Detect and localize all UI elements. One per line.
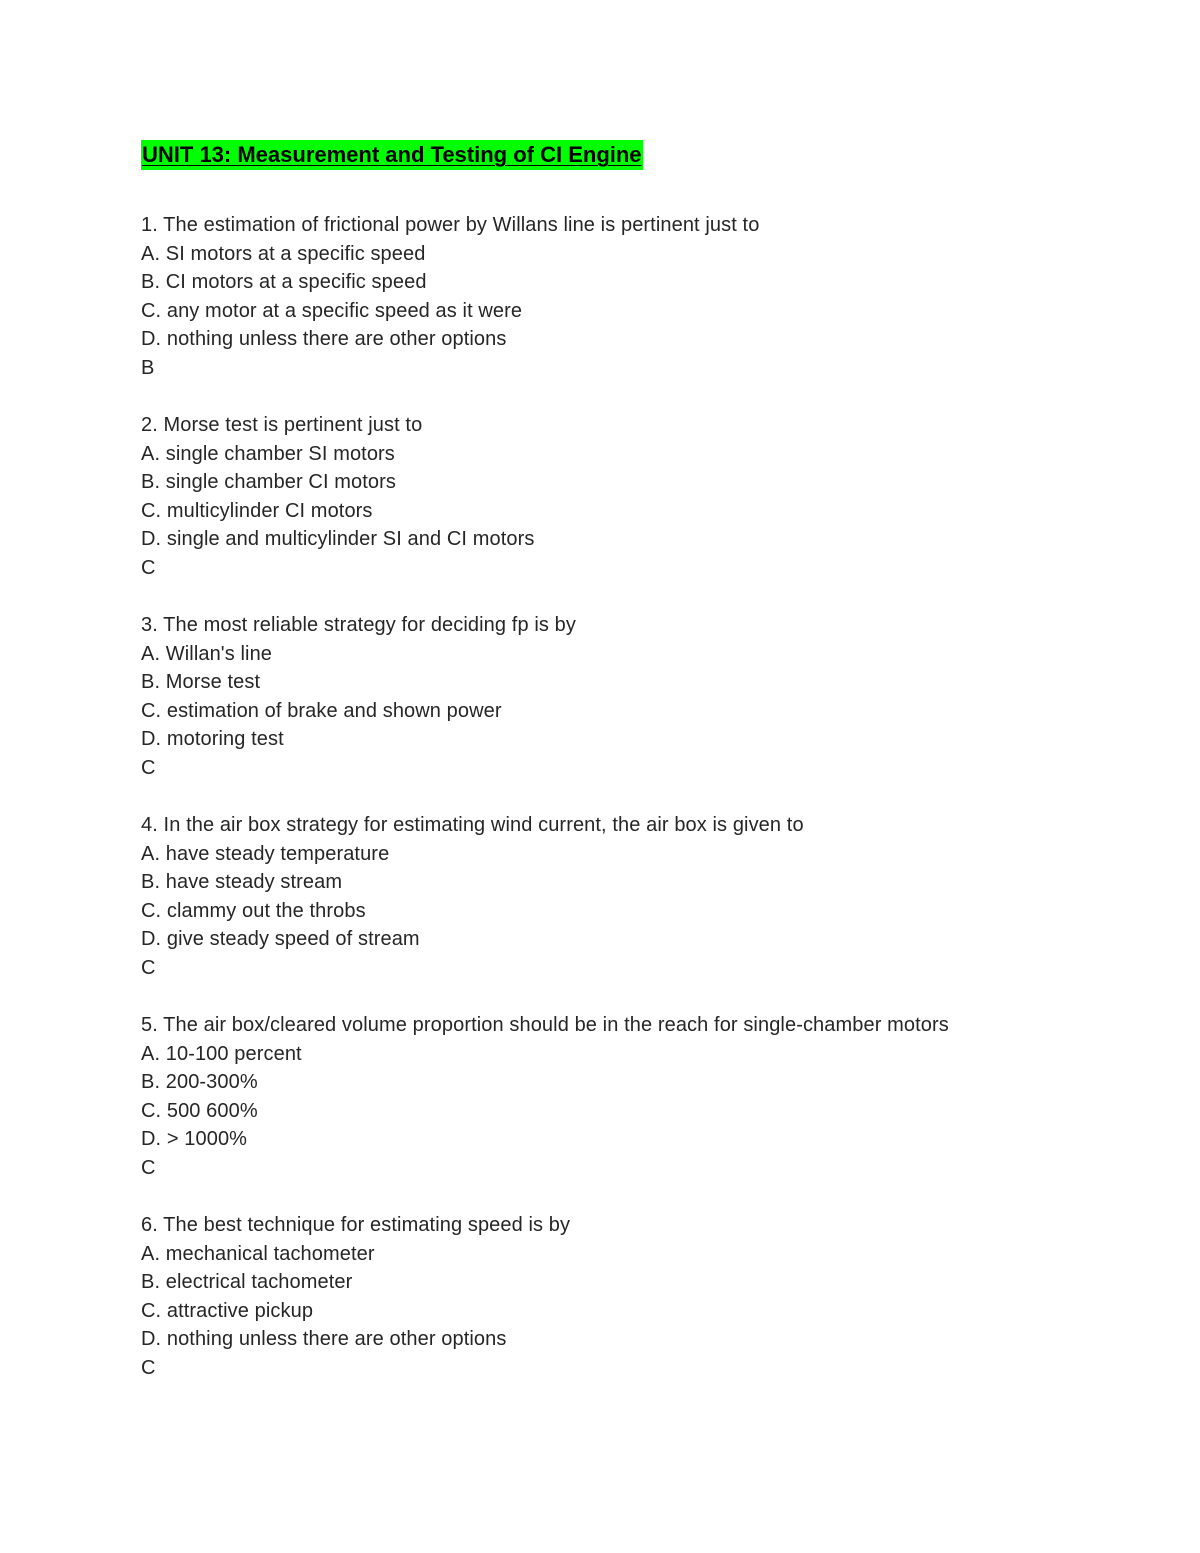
option-d: D. > 1000% [141,1128,248,1150]
option-d: D. give steady speed of stream [141,928,420,950]
option-c: C. any motor at a specific speed as it were [141,299,523,322]
option-d: D. nothing unless there are other options [141,328,507,350]
option-c: C. estimation of brake and shown power [141,699,502,722]
option-a: A. have steady temperature [141,842,390,865]
option-d: D. motoring test [141,728,284,750]
option-a: A. Willan's line [141,642,273,665]
option-c: C. attractive pickup [141,1299,314,1322]
option-b: B. single chamber CI motors [141,471,397,493]
question-1 [141,211,1121,382]
option-a: A. single chamber SI motors [141,442,395,465]
option-b: B. 200-300% [141,1071,258,1093]
answer: C [141,1356,156,1379]
document-title: UNIT 13: Measurement and Testing of CI Engine [141,140,643,170]
option-d: D. nothing unless there are other options [141,1328,507,1350]
document-content [141,140,1121,1411]
answer: C [141,556,156,579]
question-stem: 6. The best technique for estimating speed is by [141,1214,571,1236]
option-d: D. single and multicylinder SI and CI motors [141,528,535,550]
option-c: C. clammy out the throbs [141,899,366,922]
question-stem: 4. In the air box strategy for estimating wind current, the air box is given to [141,814,804,836]
question-stem: 1. The estimation of frictional power by Willans line is pertinent just to [141,214,760,236]
question-4 [141,811,1121,982]
option-c: C. multicylinder CI motors [141,499,373,522]
answer: C [141,956,156,979]
question-stem: 3. The most reliable strategy for deciding fp is by [141,614,576,636]
option-b: B. electrical tachometer [141,1271,353,1293]
answer: C [141,1156,156,1179]
answer: C [141,756,156,779]
question-5 [141,1011,1121,1182]
option-c: C. 500 600% [141,1099,258,1122]
option-b: B. have steady stream [141,871,343,893]
question-stem: 5. The air box/cleared volume proportion should be in the reach for single-chamber motors [141,1014,949,1036]
option-a: A. mechanical tachometer [141,1242,375,1265]
option-a: A. 10-100 percent [141,1042,302,1065]
option-a: A. SI motors at a specific speed [141,242,426,265]
question-3 [141,611,1121,782]
question-2 [141,411,1121,582]
question-6 [141,1211,1121,1382]
option-b: B. CI motors at a specific speed [141,271,427,293]
title-line [141,140,1121,172]
question-stem: 2. Morse test is pertinent just to [141,414,423,436]
option-b: B. Morse test [141,671,261,693]
answer: B [141,356,155,379]
